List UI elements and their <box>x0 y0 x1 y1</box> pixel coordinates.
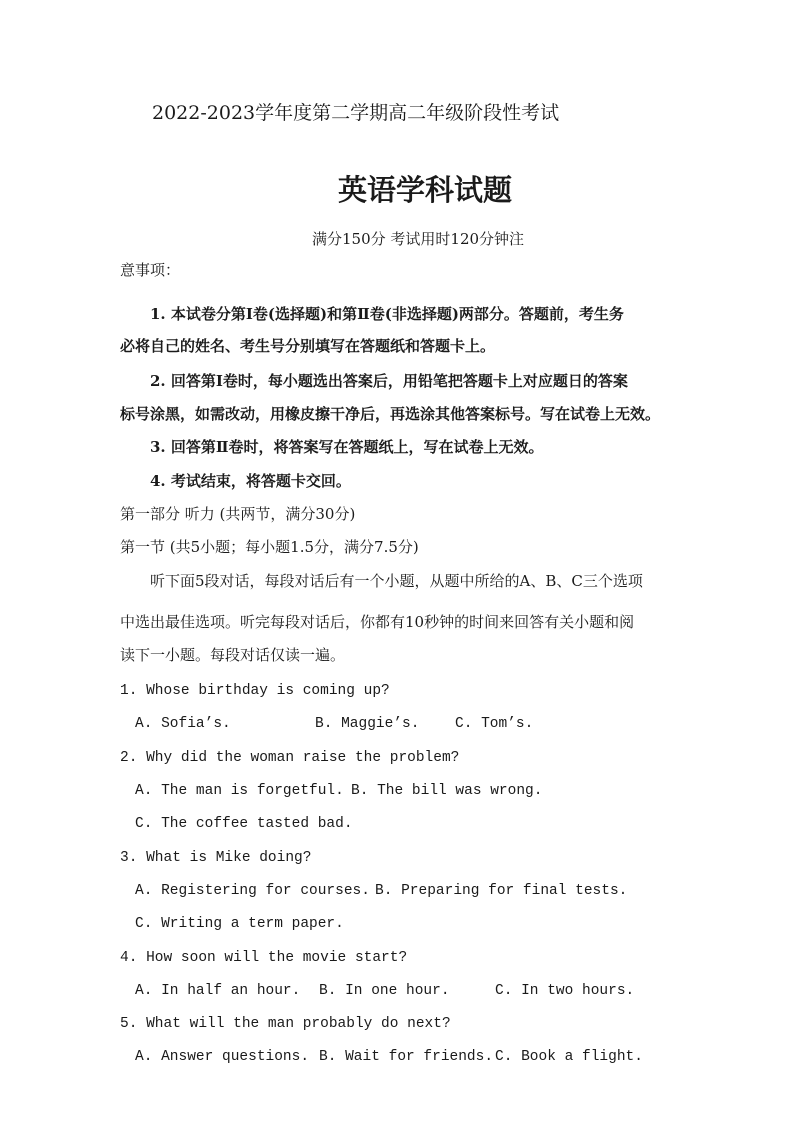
question-2-option-b: B. The bill was wrong. <box>351 783 543 799</box>
page-title: 英语学科试题 <box>338 173 513 207</box>
question-4-option-b: B. In one hour. <box>319 983 450 999</box>
question-5-stem: 5. What will the man probably do next? <box>120 1016 451 1032</box>
question-1-stem: 1. Whose birthday is coming up? <box>120 683 390 699</box>
question-3-option-a: A. Registering for courses. <box>135 883 370 899</box>
question-2-stem: 2. Why did the woman raise the problem? <box>120 750 460 766</box>
question-1-option-b: B. Maggie’s. <box>315 716 420 732</box>
question-3-stem: 3. What is Mike doing? <box>120 850 312 866</box>
note-4: 4. 考试结束，将答题卡交回。 <box>150 472 351 490</box>
note-1-line-1: 1. 本试卷分第Ⅰ卷(选择题)和第Ⅱ卷(非选择题)两部分。答题前，考生务 <box>150 305 624 323</box>
score-info: 满分150分 考试用时120分钟注 <box>312 230 525 248</box>
exam-header-title: 2022-2023学年度第二学期高二年级阶段性考试 <box>152 102 560 124</box>
question-4-option-a: A. In half an hour. <box>135 983 301 999</box>
question-4-stem: 4. How soon will the movie start? <box>120 950 408 966</box>
part-1-heading: 第一部分 听力 (共两节，满分30分) <box>120 505 356 523</box>
question-3-option-b: B. Preparing for final tests. <box>375 883 628 899</box>
note-1-line-2: 必将自己的姓名、考生号分别填写在答题纸和答题卡上。 <box>120 337 496 355</box>
question-4-option-c: C. In two hours. <box>495 983 635 999</box>
question-5-option-c: C. Book a flight. <box>495 1049 643 1065</box>
instructions-line-3: 读下一小题。每段对话仅读一遍。 <box>120 646 346 664</box>
instructions-line-2: 中选出最佳选项。听完每段对话后，你都有10秒钟的时间来回答有关小题和阅 <box>120 613 635 631</box>
question-2-option-c: C. The coffee tasted bad. <box>135 816 353 832</box>
note-3: 3. 回答第Ⅱ卷时，将答案写在答题纸上，写在试卷上无效。 <box>150 438 544 456</box>
note-2-line-2: 标号涂黑，如需改动，用橡皮擦干净后，再选涂其他答案标号。写在试卷上无效。 <box>120 405 661 423</box>
question-1-option-a: A. Sofia’s. <box>135 716 231 732</box>
note-2-line-1: 2. 回答第Ⅰ卷时，每小题选出答案后，用铅笔把答题卡上对应题日的答案 <box>150 372 628 390</box>
instructions-line-1: 听下面5段对话，每段对话后有一个小题，从题中所给的A、B、C三个选项 <box>150 572 643 590</box>
question-3-option-c: C. Writing a term paper. <box>135 916 344 932</box>
notice-label: 意事项： <box>120 261 181 279</box>
question-2-option-a: A. The man is forgetful. <box>135 783 344 799</box>
question-5-option-a: A. Answer questions. <box>135 1049 310 1065</box>
question-5-option-b: B. Wait for friends. <box>319 1049 494 1065</box>
section-1-heading: 第一节 (共5小题；每小题1.5分，满分7.5分) <box>120 538 419 556</box>
question-1-option-c: C. Tom’s. <box>455 716 534 732</box>
